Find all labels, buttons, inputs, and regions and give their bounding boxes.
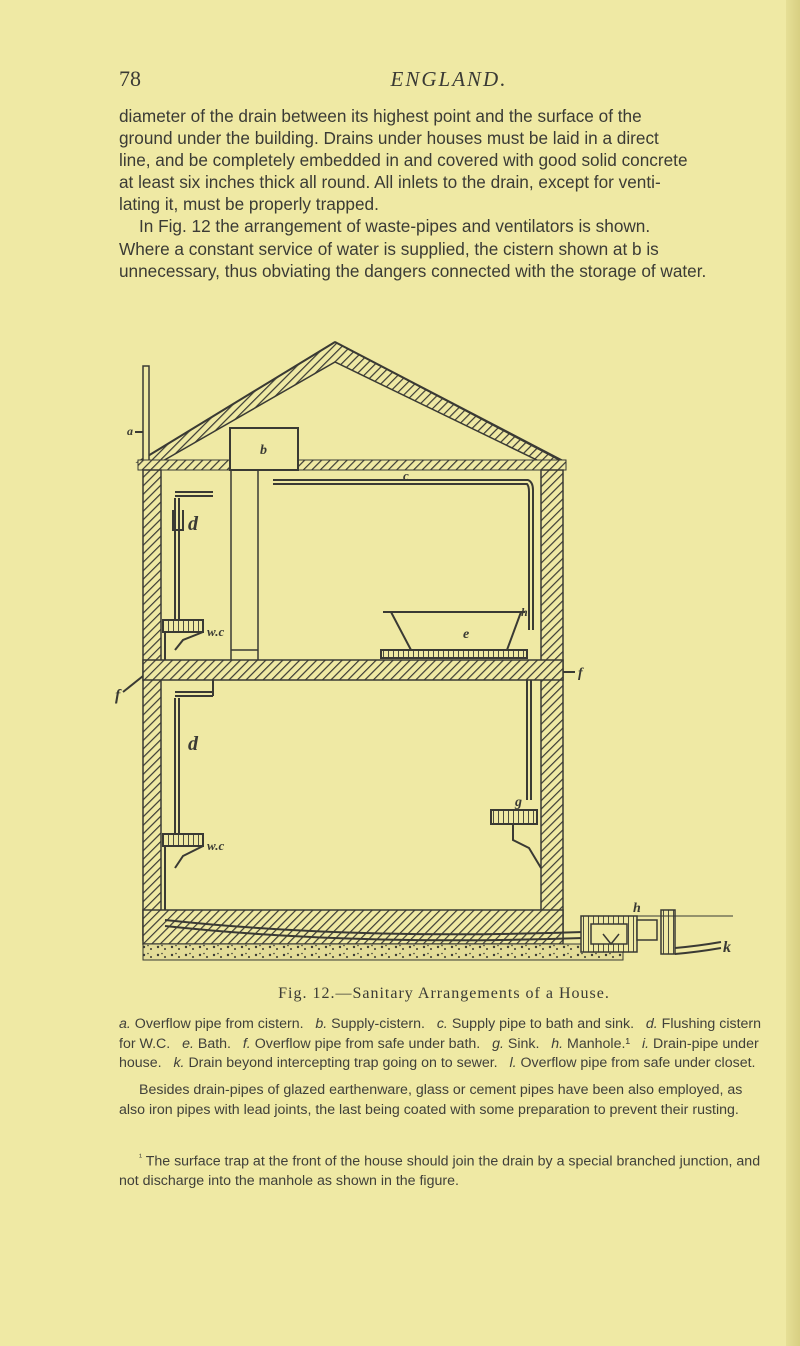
footnote: $^{^1}$ The surface trap at the front of the house should join the drain by a special branched junction, and not discharge into the manhole as shown in the figure. [119, 1152, 761, 1190]
roof [138, 342, 565, 462]
label-h-upper: h [521, 605, 528, 619]
label-k: k [723, 939, 731, 956]
body-line: line, and be completely embedded in and covered with good solid concrete [119, 150, 688, 171]
legend-item: f. Overflow pipe from safe under bath. [242, 1035, 481, 1052]
body-text [119, 105, 769, 282]
body-line: at least six inches thick all round. All inlets to the drain, except for venti- [119, 172, 661, 193]
flushing-cistern-lower [175, 680, 213, 834]
legend-item: b. Supply-cistern. [315, 1016, 425, 1032]
attic-floor [138, 460, 566, 470]
legend-item: g. Sink. [492, 1035, 540, 1052]
vent-pipe [143, 366, 149, 466]
label-c: c [403, 468, 409, 483]
supply-pipe [273, 480, 533, 800]
legend-item: e. Bath. [182, 1035, 232, 1052]
label-e: e [463, 627, 470, 642]
wc-upper [163, 620, 203, 660]
page-edge [786, 0, 800, 1346]
body-line: lating it, must be properly trapped. [119, 194, 379, 215]
body-line: In Fig. 12 the arrangement of waste-pipes and ventilators is shown. [139, 216, 651, 237]
page-number: 78 [119, 66, 141, 91]
label-wc-upper: w.c [207, 624, 225, 639]
label-h-lower: h [633, 901, 641, 916]
legend-item: h. Manhole.¹ [551, 1035, 631, 1052]
flushing-cistern-upper [173, 492, 213, 620]
first-floor [143, 660, 563, 680]
manhole [581, 910, 675, 954]
running-head: ENGLAND. [390, 67, 508, 91]
label-f-left: f [115, 687, 121, 704]
label-a: a [127, 424, 133, 438]
ground-gravel [143, 944, 623, 960]
label-g: g [515, 795, 522, 810]
label-f-right: f [578, 666, 583, 681]
body-line: Where a constant service of water is supplied, the cistern shown at b is [119, 238, 659, 259]
label-b: b [260, 443, 267, 458]
left-wall [143, 470, 161, 940]
wc-lower [163, 834, 203, 910]
right-wall [541, 470, 563, 940]
legend-item: d. Flushing cistern for W.C. [119, 1016, 762, 1052]
legend-item: c. Supply pipe to bath and sink. [436, 1016, 635, 1032]
body-line: ground under the building. Drains under houses must be laid in a direct [119, 128, 659, 149]
legend-item: a. Overflow pipe from cistern. [119, 1016, 304, 1032]
legend-item: k. Drain beyond intercepting trap going on to sewer. [173, 1055, 498, 1071]
house-sanitary-diagram [113, 320, 743, 980]
body-line: unnecessary, thus obviating the dangers connected with the storage of water. [119, 260, 707, 281]
body-line: diameter of the drain between its highest point and the surface of the [119, 106, 642, 126]
paragraph-materials: Besides drain-pipes of glazed earthenware, glass or cement pipes have been also employed, as also iron pipes with lead joints, the last being coated with some preparation to prevent their rusting. [119, 1082, 743, 1118]
drain-to-sewer [675, 942, 721, 954]
legend-item: l. Overflow pipe from safe under closet. [509, 1055, 756, 1071]
legend-item: i. Drain-pipe under house. [119, 1035, 759, 1071]
page-header [119, 66, 769, 96]
label-wc-lower: w.c [207, 838, 225, 853]
label-d-upper: d [188, 513, 198, 535]
label-d-lower: d [188, 733, 198, 755]
sink [491, 810, 541, 868]
figure-legend [119, 1015, 769, 1074]
bath [381, 612, 527, 658]
figure-caption: Fig. 12.—Sanitary Arrangements of a House. [278, 985, 610, 1002]
